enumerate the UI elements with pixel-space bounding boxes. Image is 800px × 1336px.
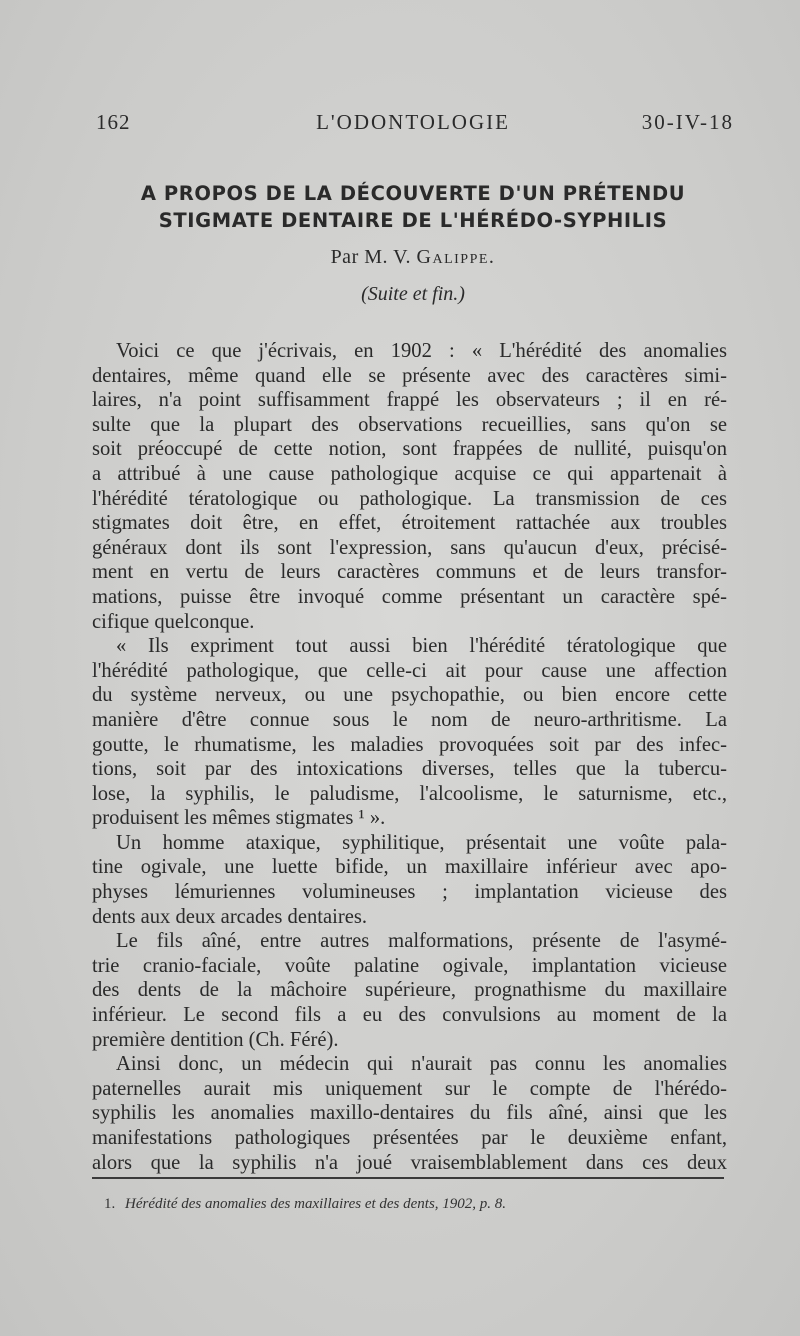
- text-line: manière d'être connue sous le nom de neuro-arthritisme. La: [92, 708, 727, 731]
- text-line: dentaires, même quand elle se présente avec des caractères simi-: [92, 364, 727, 387]
- article-title-line-2: STIGMATE DENTAIRE DE L'HÉRÉDO-SYPHILIS: [158, 209, 668, 232]
- text-line: Le fils aîné, entre autres malformations, présente de l'asymé-: [116, 930, 727, 953]
- text-line: lose, la syphilis, le paludisme, l'alcoolisme, le saturnisme, etc.,: [92, 782, 727, 805]
- text-line: inférieur. Le second fils a eu des convulsions au moment de la: [92, 1004, 727, 1027]
- text-line: des dents de la mâchoire supérieure, prognathisme du maxillaire: [92, 979, 727, 1002]
- page-number: 162: [96, 110, 131, 134]
- text-line: ment en vertu de leurs caractères communs et de leurs transfor-: [92, 561, 727, 584]
- article-title-line-1: A PROPOS DE LA DÉCOUVERTE D'UN PRÉTENDU: [140, 182, 686, 205]
- text-line: sulte que la plupart des observations recueillies, sans qu'on se: [92, 413, 727, 436]
- text-line: généraux dont ils sont l'expression, sans qu'aucun d'eux, précisé-: [92, 536, 727, 559]
- text-line: a attribué à une cause pathologique acquise ce qui appartenait à: [92, 462, 727, 485]
- text-line: l'hérédité pathologique, que celle-ci ait pour cause une affection: [92, 659, 727, 682]
- text-line: mations, puisse être invoqué comme présentant un caractère spé-: [92, 585, 727, 608]
- text-line: stigmates doit être, en effet, étroitement rattachée aux troubles: [92, 512, 727, 535]
- byline: [90, 246, 736, 269]
- text-line: alors que la syphilis n'a joué vraisemblablement dans ces deux: [92, 1151, 727, 1174]
- footnote-number: 1.: [104, 1196, 116, 1212]
- text-line: goutte, le rhumatisme, les maladies provoquées soit par des infec-: [92, 733, 727, 756]
- text-line: produisent les mêmes stigmates ¹ ».: [92, 807, 386, 830]
- text-line: physes lémuriennes volumineuses ; implantation vicieuse des: [92, 881, 727, 904]
- journal-title: L'ODONTOLOGIE: [316, 110, 510, 134]
- byline-author: Galippe.: [416, 246, 496, 268]
- text-line: trie cranio-faciale, voûte palatine ogivale, implantation vicieuse: [92, 954, 727, 977]
- text-line: tions, soit par des intoxications diverses, telles que la tubercu-: [92, 758, 727, 781]
- issue-date: 30-IV-18: [641, 110, 734, 134]
- text-line: l'hérédité tératologique ou pathologique. La transmission de ces: [92, 487, 727, 510]
- article-subtitle: (Suite et fin.): [361, 283, 465, 305]
- text-line: première dentition (Ch. Féré).: [92, 1028, 339, 1051]
- footnote: [104, 1196, 704, 1213]
- text-line: dents aux deux arcades dentaires.: [92, 905, 368, 928]
- text-line: laires, n'a point suffisamment frappé les observateurs ; il en ré-: [92, 389, 727, 412]
- article-title: [90, 180, 736, 234]
- body-text: [92, 339, 727, 1175]
- text-line: Voici ce que j'écrivais, en 1902 : « L'hérédité des anomalies: [116, 340, 727, 362]
- text-line: cifique quelconque.: [92, 610, 255, 633]
- text-line: du système nerveux, ou une psychopathie, ou bien encore cette: [92, 684, 727, 707]
- text-line: manifestations pathologiques présentées par le deuxième enfant,: [92, 1127, 727, 1149]
- text-line: syphilis les anomalies maxillo-dentaires du fils aîné, ainsi que les: [92, 1102, 727, 1125]
- text-line: soit préoccupé de cette notion, sont frappées de nullité, puisqu'on: [92, 438, 727, 461]
- text-line: Un homme ataxique, syphilitique, présentait une voûte pala-: [116, 831, 727, 854]
- text-line: tine ogivale, une luette bifide, un maxillaire inférieur avec apo-: [92, 856, 727, 879]
- footnote-text: Hérédité des anomalies des maxillaires et des dents, 1902, p. 8.: [125, 1196, 507, 1212]
- text-line: « Ils expriment tout aussi bien l'hérédité tératologique que: [116, 635, 727, 658]
- footnote-divider: [92, 1177, 724, 1179]
- text-line: paternelles aurait mis uniquement sur le compte de l'hérédo-: [92, 1077, 727, 1100]
- byline-prefix: Par M. V.: [330, 246, 412, 268]
- text-line: Ainsi donc, un médecin qui n'aurait pas connu les anomalies: [116, 1053, 727, 1076]
- running-head: [92, 110, 734, 140]
